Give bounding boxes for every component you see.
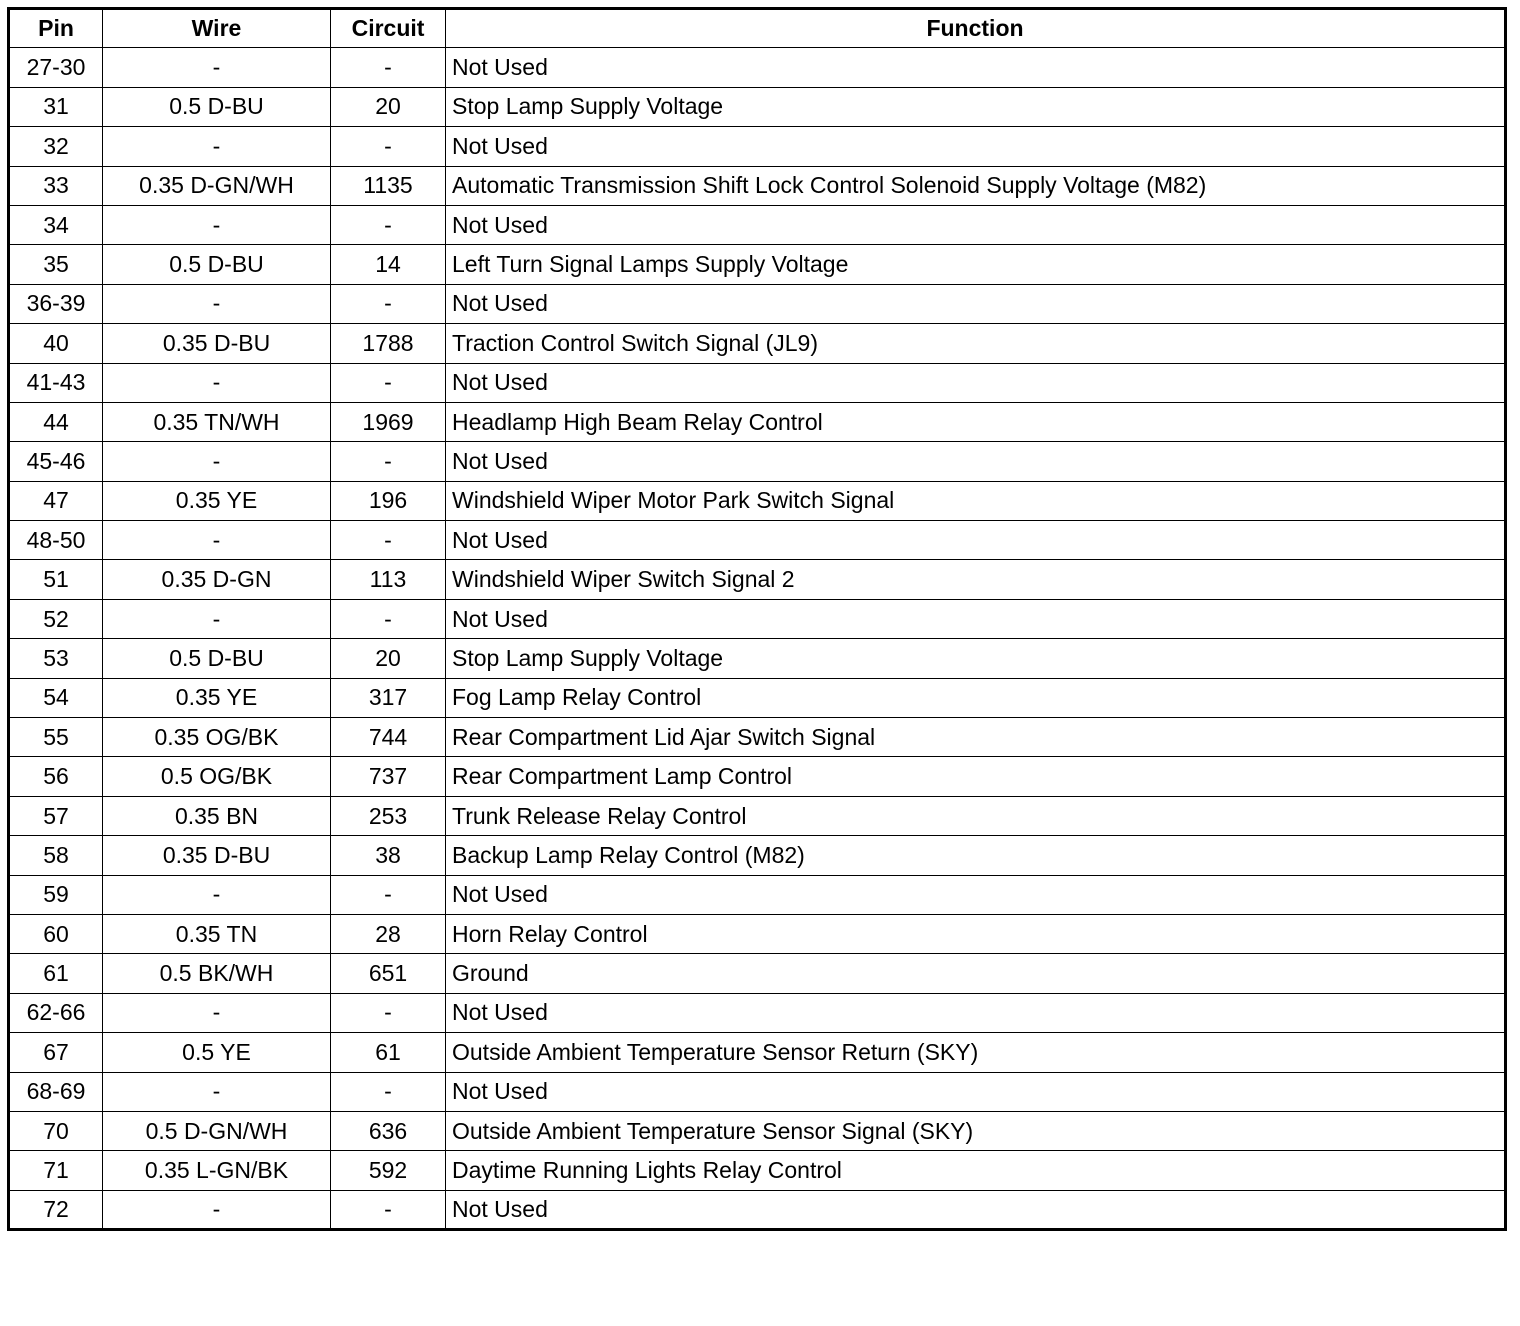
- function-cell: Left Turn Signal Lamps Supply Voltage: [446, 245, 1506, 284]
- circuit-cell: 317: [331, 678, 446, 717]
- pin-cell: 45-46: [9, 442, 103, 481]
- table-row: [9, 87, 1506, 126]
- wire-cell: -: [103, 284, 331, 323]
- circuit-cell: 1788: [331, 324, 446, 363]
- table-row: [9, 954, 1506, 993]
- function-cell: Rear Compartment Lid Ajar Switch Signal: [446, 718, 1506, 757]
- wire-cell: 0.35 OG/BK: [103, 718, 331, 757]
- function-cell: Stop Lamp Supply Voltage: [446, 87, 1506, 126]
- wire-cell: 0.35 D-GN: [103, 560, 331, 599]
- table-row: [9, 127, 1506, 166]
- table-header-row: [9, 9, 1506, 48]
- wire-cell: -: [103, 1190, 331, 1229]
- function-cell: Daytime Running Lights Relay Control: [446, 1151, 1506, 1190]
- circuit-cell: -: [331, 993, 446, 1032]
- function-cell: Outside Ambient Temperature Sensor Signal (SKY): [446, 1111, 1506, 1150]
- pin-cell: 32: [9, 127, 103, 166]
- table-body: [9, 48, 1506, 1230]
- pin-cell: 59: [9, 875, 103, 914]
- header-function: Function: [446, 9, 1506, 48]
- connector-pinout-table: [7, 7, 1507, 1231]
- header-wire: Wire: [103, 9, 331, 48]
- circuit-cell: 38: [331, 836, 446, 875]
- pin-cell: 34: [9, 205, 103, 244]
- pin-cell: 48-50: [9, 521, 103, 560]
- function-cell: Not Used: [446, 1072, 1506, 1111]
- table-row: [9, 757, 1506, 796]
- function-cell: Fog Lamp Relay Control: [446, 678, 1506, 717]
- table-row: [9, 796, 1506, 835]
- function-cell: Not Used: [446, 48, 1506, 87]
- function-cell: Outside Ambient Temperature Sensor Return (SKY): [446, 1033, 1506, 1072]
- pin-cell: 57: [9, 796, 103, 835]
- pin-cell: 58: [9, 836, 103, 875]
- wire-cell: 0.35 D-BU: [103, 324, 331, 363]
- wire-cell: -: [103, 875, 331, 914]
- circuit-cell: -: [331, 205, 446, 244]
- wire-cell: 0.35 TN: [103, 914, 331, 953]
- circuit-cell: 1969: [331, 402, 446, 441]
- pin-cell: 68-69: [9, 1072, 103, 1111]
- circuit-cell: 28: [331, 914, 446, 953]
- table-row: [9, 1151, 1506, 1190]
- wire-cell: 0.5 D-BU: [103, 245, 331, 284]
- function-cell: Rear Compartment Lamp Control: [446, 757, 1506, 796]
- circuit-cell: -: [331, 599, 446, 638]
- table-row: [9, 599, 1506, 638]
- wire-cell: 0.35 D-GN/WH: [103, 166, 331, 205]
- table-row: [9, 1033, 1506, 1072]
- pin-cell: 62-66: [9, 993, 103, 1032]
- table-row: [9, 718, 1506, 757]
- pin-cell: 56: [9, 757, 103, 796]
- pin-cell: 51: [9, 560, 103, 599]
- wire-cell: 0.35 TN/WH: [103, 402, 331, 441]
- table-row: [9, 402, 1506, 441]
- circuit-cell: -: [331, 48, 446, 87]
- function-cell: Horn Relay Control: [446, 914, 1506, 953]
- circuit-cell: 636: [331, 1111, 446, 1150]
- pin-cell: 31: [9, 87, 103, 126]
- wire-cell: 0.5 D-GN/WH: [103, 1111, 331, 1150]
- table-row: [9, 245, 1506, 284]
- function-cell: Windshield Wiper Motor Park Switch Signal: [446, 481, 1506, 520]
- function-cell: Not Used: [446, 875, 1506, 914]
- table-row: [9, 324, 1506, 363]
- pin-cell: 67: [9, 1033, 103, 1072]
- wire-cell: -: [103, 1072, 331, 1111]
- wire-cell: -: [103, 599, 331, 638]
- circuit-cell: 14: [331, 245, 446, 284]
- pin-cell: 40: [9, 324, 103, 363]
- circuit-cell: 61: [331, 1033, 446, 1072]
- circuit-cell: -: [331, 363, 446, 402]
- function-cell: Not Used: [446, 599, 1506, 638]
- pin-cell: 54: [9, 678, 103, 717]
- circuit-cell: 1135: [331, 166, 446, 205]
- wire-cell: 0.35 L-GN/BK: [103, 1151, 331, 1190]
- function-cell: Not Used: [446, 442, 1506, 481]
- function-cell: Automatic Transmission Shift Lock Control Solenoid Supply Voltage (M82): [446, 166, 1506, 205]
- table-row: [9, 914, 1506, 953]
- table-row: [9, 1190, 1506, 1229]
- circuit-cell: 113: [331, 560, 446, 599]
- function-cell: Trunk Release Relay Control: [446, 796, 1506, 835]
- wire-cell: -: [103, 127, 331, 166]
- pin-cell: 55: [9, 718, 103, 757]
- table-row: [9, 363, 1506, 402]
- circuit-cell: 592: [331, 1151, 446, 1190]
- function-cell: Headlamp High Beam Relay Control: [446, 402, 1506, 441]
- pin-cell: 52: [9, 599, 103, 638]
- wire-cell: 0.35 YE: [103, 678, 331, 717]
- table-row: [9, 284, 1506, 323]
- pin-cell: 53: [9, 639, 103, 678]
- table-row: [9, 166, 1506, 205]
- pin-cell: 61: [9, 954, 103, 993]
- function-cell: Backup Lamp Relay Control (M82): [446, 836, 1506, 875]
- pin-cell: 41-43: [9, 363, 103, 402]
- pin-cell: 35: [9, 245, 103, 284]
- circuit-cell: 737: [331, 757, 446, 796]
- circuit-cell: -: [331, 875, 446, 914]
- table-row: [9, 521, 1506, 560]
- circuit-cell: -: [331, 442, 446, 481]
- circuit-cell: 744: [331, 718, 446, 757]
- pin-cell: 72: [9, 1190, 103, 1229]
- function-cell: Not Used: [446, 205, 1506, 244]
- table-row: [9, 875, 1506, 914]
- circuit-cell: 651: [331, 954, 446, 993]
- circuit-cell: -: [331, 284, 446, 323]
- table-row: [9, 993, 1506, 1032]
- table-row: [9, 442, 1506, 481]
- function-cell: Ground: [446, 954, 1506, 993]
- table-row: [9, 836, 1506, 875]
- circuit-cell: 20: [331, 87, 446, 126]
- pin-cell: 27-30: [9, 48, 103, 87]
- pin-cell: 44: [9, 402, 103, 441]
- circuit-cell: -: [331, 1190, 446, 1229]
- function-cell: Not Used: [446, 127, 1506, 166]
- pin-cell: 70: [9, 1111, 103, 1150]
- function-cell: Not Used: [446, 521, 1506, 560]
- table-row: [9, 205, 1506, 244]
- table-row: [9, 48, 1506, 87]
- function-cell: Stop Lamp Supply Voltage: [446, 639, 1506, 678]
- wire-cell: -: [103, 442, 331, 481]
- pin-cell: 36-39: [9, 284, 103, 323]
- function-cell: Not Used: [446, 284, 1506, 323]
- wire-cell: -: [103, 48, 331, 87]
- table-row: [9, 1072, 1506, 1111]
- table-row: [9, 639, 1506, 678]
- wire-cell: -: [103, 205, 331, 244]
- circuit-cell: 253: [331, 796, 446, 835]
- wire-cell: 0.35 BN: [103, 796, 331, 835]
- circuit-cell: 196: [331, 481, 446, 520]
- table-row: [9, 678, 1506, 717]
- wire-cell: 0.35 D-BU: [103, 836, 331, 875]
- pin-cell: 71: [9, 1151, 103, 1190]
- wire-cell: -: [103, 993, 331, 1032]
- wire-cell: 0.5 D-BU: [103, 87, 331, 126]
- function-cell: Not Used: [446, 1190, 1506, 1229]
- circuit-cell: 20: [331, 639, 446, 678]
- pin-cell: 60: [9, 914, 103, 953]
- table-row: [9, 560, 1506, 599]
- wire-cell: 0.5 BK/WH: [103, 954, 331, 993]
- function-cell: Windshield Wiper Switch Signal 2: [446, 560, 1506, 599]
- circuit-cell: -: [331, 521, 446, 560]
- wire-cell: 0.5 D-BU: [103, 639, 331, 678]
- table-row: [9, 1111, 1506, 1150]
- pin-cell: 47: [9, 481, 103, 520]
- table-row: [9, 481, 1506, 520]
- function-cell: Not Used: [446, 993, 1506, 1032]
- function-cell: Traction Control Switch Signal (JL9): [446, 324, 1506, 363]
- wire-cell: 0.5 OG/BK: [103, 757, 331, 796]
- wire-cell: -: [103, 521, 331, 560]
- function-cell: Not Used: [446, 363, 1506, 402]
- circuit-cell: -: [331, 127, 446, 166]
- pin-cell: 33: [9, 166, 103, 205]
- wire-cell: 0.35 YE: [103, 481, 331, 520]
- circuit-cell: -: [331, 1072, 446, 1111]
- wire-cell: 0.5 YE: [103, 1033, 331, 1072]
- header-circuit: Circuit: [331, 9, 446, 48]
- header-pin: Pin: [9, 9, 103, 48]
- wire-cell: -: [103, 363, 331, 402]
